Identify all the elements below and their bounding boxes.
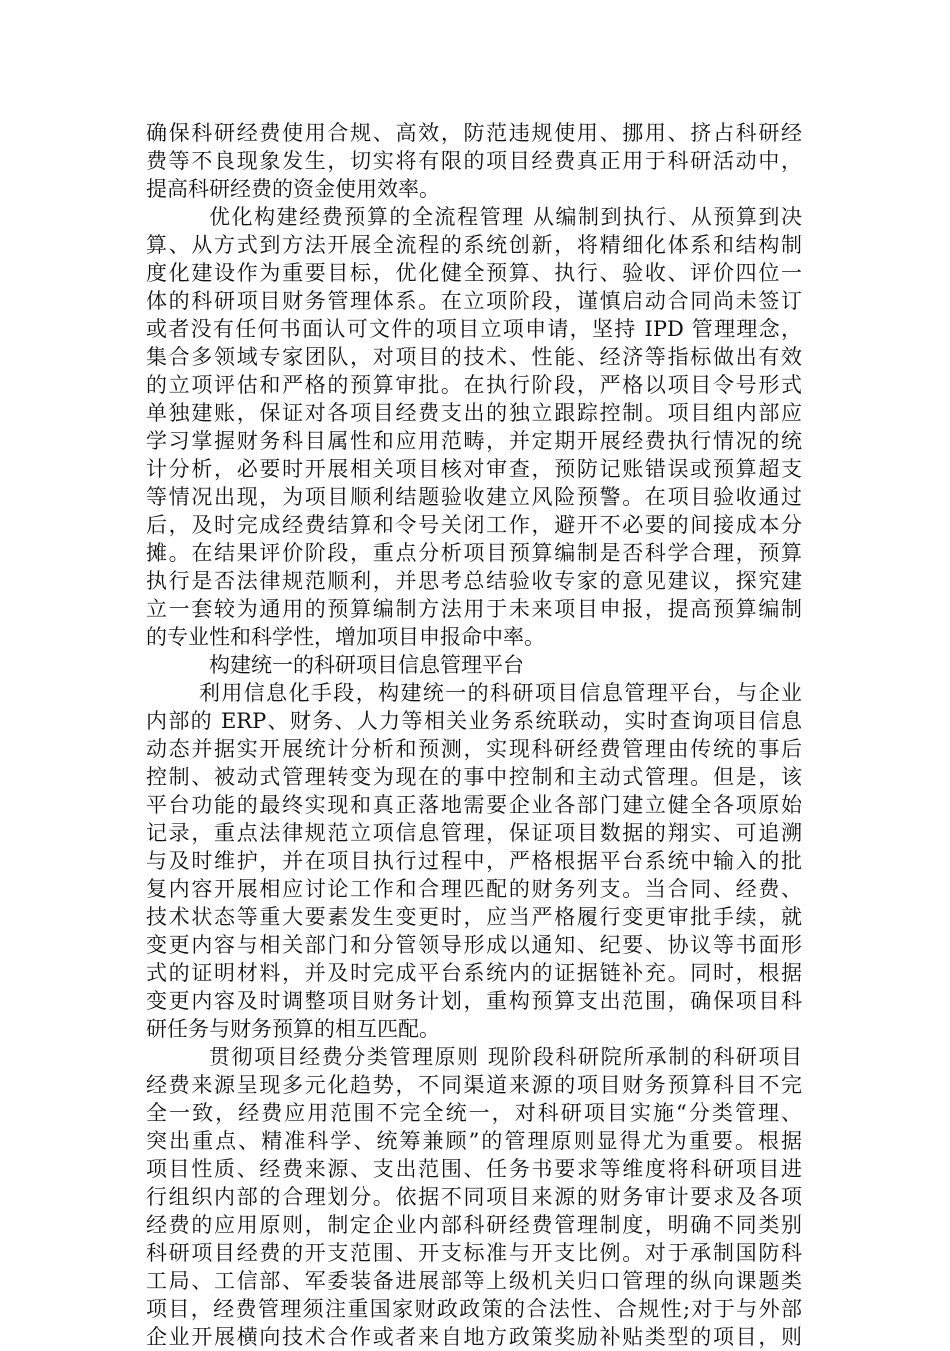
text-line: 经费来源呈现多元化趋势，不同渠道来源的项目财务预算科目不完 — [146, 1073, 802, 1097]
text-line: 的专业性和科学性，增加项目申报命中率。 — [146, 625, 545, 649]
text-line: 行组织内部的合理划分。依据不同项目来源的财务审计要求及各项 — [146, 1185, 802, 1209]
text-line: 费等不良现象发生，切实将有限的项目经费真正用于科研活动中， — [146, 149, 802, 173]
text-line: 全一致，经费应用范围不完全统一，对科研项目实施“分类管理、 — [146, 1101, 802, 1125]
text-line: 执行是否法律规范顺利，并思考总结验收专家的意见建议，探究建 — [146, 569, 802, 593]
text-line: 构建统一的科研项目信息管理平台 — [209, 653, 524, 677]
text-line: 计分析，必要时开展相关项目核对审查，预防记账错误或预算超支 — [146, 457, 802, 481]
text-line: 度化建设作为重要目标，优化健全预算、执行、验收、评价四位一 — [146, 261, 802, 285]
text-line: 利用信息化手段，构建统一的科研项目信息管理平台，与企业 — [199, 681, 802, 705]
text-line: 与及时维护，并在项目执行过程中，严格根据平台系统中输入的批 — [146, 849, 802, 873]
text-line: 优化构建经费预算的全流程管理 从编制到执行、从预算到决 — [209, 205, 802, 229]
text-line: 企业开展横向技术合作或者来自地方政策奖励补贴类型的项目，则 — [146, 1325, 802, 1349]
text-line: 或者没有任何书面认可文件的项目立项申请，坚持 IPD 管理理念， — [146, 317, 802, 341]
text-line: 突出重点、精准科学、统筹兼顾”的管理原则显得尤为重要。根据 — [146, 1129, 802, 1153]
text-line: 摊。在结果评价阶段，重点分析项目预算编制是否科学合理，预算 — [146, 541, 802, 565]
text-line: 算、从方式到方法开展全流程的系统创新，将精细化体系和结构制 — [146, 233, 802, 257]
document-body — [146, 119, 802, 1351]
text-line: 单独建账，保证对各项目经费支出的独立跟踪控制。项目组内部应 — [146, 401, 802, 425]
text-line: 贯彻项目经费分类管理原则 现阶段科研院所承制的科研项目 — [209, 1045, 802, 1069]
text-line: 等情况出现，为项目顺利结题验收建立风险预警。在项目验收通过 — [146, 485, 802, 509]
text-line: 式的证明材料，并及时完成平台系统内的证据链补充。同时，根据 — [146, 961, 802, 985]
text-line: 项目，经费管理须注重国家财政政策的合法性、合规性;对于与外部 — [146, 1297, 802, 1321]
text-line: 变更内容及时调整项目财务计划，重构预算支出范围，确保项目科 — [146, 989, 802, 1013]
text-line: 记录，重点法律规范立项信息管理，保证项目数据的翔实、可追溯 — [146, 821, 802, 845]
text-line: 的立项评估和严格的预算审批。在执行阶段，严格以项目令号形式 — [146, 373, 802, 397]
text-line: 经费的应用原则，制定企业内部科研经费管理制度，明确不同类别 — [146, 1213, 802, 1237]
text-line: 立一套较为通用的预算编制方法用于未来项目申报，提高预算编制 — [146, 597, 802, 621]
text-line: 内部的 ERP、财务、人力等相关业务系统联动，实时查询项目信息 — [146, 709, 802, 733]
text-line: 控制、被动式管理转变为现在的事中控制和主动式管理。但是，该 — [146, 765, 802, 789]
text-line: 研任务与财务预算的相互匹配。 — [146, 1017, 440, 1041]
text-line: 项目性质、经费来源、支出范围、任务书要求等维度将科研项目进 — [146, 1157, 802, 1181]
text-line: 提高科研经费的资金使用效率。 — [146, 177, 440, 201]
text-line: 动态并据实开展统计分析和预测，实现科研经费管理由传统的事后 — [146, 737, 802, 761]
text-line: 科研项目经费的开支范围、开支标准与开支比例。对于承制国防科 — [146, 1241, 802, 1265]
text-line: 复内容开展相应讨论工作和合理匹配的财务列支。当合同、经费、 — [146, 877, 802, 901]
text-line: 技术状态等重大要素发生变更时，应当严格履行变更审批手续，就 — [146, 905, 802, 929]
text-line: 学习掌握财务科目属性和应用范畴，并定期开展经费执行情况的统 — [146, 429, 802, 453]
text-line: 工局、工信部、军委装备进展部等上级机关归口管理的纵向课题类 — [146, 1269, 802, 1293]
text-line: 变更内容与相关部门和分管领导形成以通知、纪要、协议等书面形 — [146, 933, 802, 957]
text-line: 后，及时完成经费结算和令号关闭工作，避开不必要的间接成本分 — [146, 513, 802, 537]
text-line: 平台功能的最终实现和真正落地需要企业各部门建立健全各项原始 — [146, 793, 802, 817]
text-line: 体的科研项目财务管理体系。在立项阶段，谨慎启动合同尚未签订 — [146, 289, 802, 313]
text-line: 集合多领域专家团队，对项目的技术、性能、经济等指标做出有效 — [146, 345, 802, 369]
text-line: 确保科研经费使用合规、高效，防范违规使用、挪用、挤占科研经 — [146, 121, 802, 145]
